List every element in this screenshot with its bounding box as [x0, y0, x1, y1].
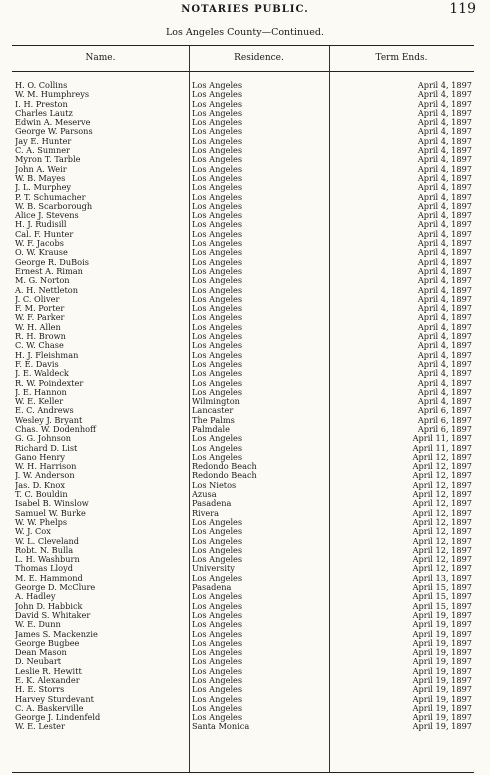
cell-residence: Redondo Beach [192, 471, 257, 481]
cell-term-ends: April 19, 1897 [412, 685, 472, 695]
cell-term-ends: April 11, 1897 [412, 443, 472, 453]
cell-term-ends: April 4, 1897 [417, 285, 472, 295]
cell-name: H. J. Rudisill [15, 220, 67, 230]
column-header-term: Term Ends. [375, 53, 428, 63]
table-row [12, 444, 474, 453]
table-row [12, 527, 474, 536]
cell-term-ends: April 4, 1897 [417, 118, 472, 128]
table-row [12, 630, 474, 639]
table-row [12, 676, 474, 685]
cell-name: James S. Mackenzie [15, 629, 98, 639]
table-row [12, 602, 474, 611]
cell-name: M. E. Hammond [15, 573, 83, 583]
cell-name: J. C. Oliver [15, 294, 60, 304]
table-row [12, 332, 474, 341]
cell-name: H. J. Fleishman [15, 350, 79, 360]
cell-residence: Los Angeles [192, 248, 243, 258]
cell-term-ends: April 4, 1897 [417, 99, 472, 109]
cell-name: J. E. Hannon [15, 387, 67, 397]
cell-name: J. W. Anderson [15, 471, 75, 481]
cell-term-ends: April 6, 1897 [417, 415, 472, 425]
cell-term-ends: April 19, 1897 [412, 610, 472, 620]
table-row [12, 453, 474, 462]
cell-name: W. H. Harrison [15, 462, 77, 472]
page-title: NOTARIES PUBLIC. [181, 4, 309, 15]
table-row [12, 611, 474, 620]
cell-term-ends: April 4, 1897 [417, 108, 472, 118]
table-row [12, 109, 474, 118]
table-row [12, 137, 474, 146]
cell-term-ends: April 4, 1897 [417, 229, 472, 239]
cell-name: J. L. Murphey [15, 183, 72, 193]
table-row [12, 537, 474, 546]
cell-term-ends: April 12, 1897 [412, 527, 472, 537]
table-row [12, 230, 474, 239]
table-row [12, 667, 474, 676]
cell-term-ends: April 4, 1897 [417, 146, 472, 156]
table-row [12, 379, 474, 388]
table-row [12, 462, 474, 471]
table-row [12, 574, 474, 583]
cell-name: W. W. Phelps [15, 517, 68, 527]
column-header-residence: Residence. [234, 53, 284, 63]
cell-term-ends: April 19, 1897 [412, 657, 472, 667]
cell-name: Cal. F. Hunter [15, 229, 74, 239]
table-body [12, 81, 474, 732]
cell-residence: Santa Monica [192, 722, 250, 732]
cell-name: R. H. Brown [15, 332, 66, 342]
table-row [12, 685, 474, 694]
cell-term-ends: April 12, 1897 [412, 536, 472, 546]
table-row [12, 434, 474, 443]
cell-name: H. E. Storrs [15, 685, 65, 695]
cell-residence: Pasadena [192, 583, 232, 593]
cell-name: Gano Henry [15, 452, 66, 462]
cell-residence: Los Angeles [192, 276, 243, 286]
cell-term-ends: April 4, 1897 [417, 397, 472, 407]
cell-name: J. E. Waldeck [15, 369, 69, 379]
cell-residence: Los Angeles [192, 127, 243, 137]
table-row [12, 211, 474, 220]
cell-residence: Los Angeles [192, 341, 243, 351]
cell-name: W. E. Dunn [15, 620, 61, 630]
cell-residence: Los Angeles [192, 369, 243, 379]
cell-residence: Los Angeles [192, 155, 243, 165]
column-header-name: Name. [85, 53, 116, 63]
cell-residence: Los Angeles [192, 313, 243, 323]
table-row [12, 490, 474, 499]
cell-residence: Los Angeles [192, 387, 243, 397]
cell-name: Jas. D. Knox [15, 480, 65, 490]
table-row [12, 471, 474, 480]
cell-residence: Los Angeles [192, 378, 243, 388]
cell-residence: The Palms [192, 415, 235, 425]
cell-residence: Los Angeles [192, 573, 243, 583]
cell-name: Leslie R. Hewitt [15, 666, 82, 676]
cell-residence: Los Angeles [192, 452, 243, 462]
table-row [12, 239, 474, 248]
cell-name: Samuel W. Burke [15, 508, 86, 518]
table-row [12, 704, 474, 713]
table-row [12, 267, 474, 276]
cell-residence: Los Angeles [192, 99, 243, 109]
cell-name: Isabel B. Winslow [15, 499, 89, 509]
cell-term-ends: April 19, 1897 [412, 703, 472, 713]
cell-name: W. L. Cleveland [15, 536, 80, 546]
table-row [12, 90, 474, 99]
cell-residence: Los Angeles [192, 527, 243, 537]
cell-name: H. O. Collins [15, 81, 68, 90]
cell-residence: Los Angeles [192, 322, 243, 332]
cell-name: George D. McClure [15, 583, 96, 593]
cell-name: Chas. W. Dodenhoff [15, 424, 96, 434]
table-row [12, 499, 474, 508]
cell-residence: Los Angeles [192, 304, 243, 314]
cell-term-ends: April 19, 1897 [412, 694, 472, 704]
cell-residence: Los Angeles [192, 201, 243, 211]
cell-residence: Los Angeles [192, 443, 243, 453]
cell-name: W. H. Allen [15, 322, 61, 332]
cell-term-ends: April 19, 1897 [412, 620, 472, 630]
cell-name: Myron T. Tarble [15, 155, 81, 165]
cell-name: W. B. Mayes [15, 173, 66, 183]
cell-name: M. G. Norton [15, 276, 70, 286]
cell-name: Ernest A. Riman [15, 266, 83, 276]
cell-term-ends: April 12, 1897 [412, 517, 472, 527]
table-row [12, 546, 474, 555]
table-row [12, 481, 474, 490]
cell-name: Alice J. Stevens [15, 211, 79, 221]
table-row [12, 360, 474, 369]
cell-residence: Los Angeles [192, 434, 243, 444]
cell-term-ends: April 4, 1897 [417, 266, 472, 276]
cell-term-ends: April 4, 1897 [417, 304, 472, 314]
cell-term-ends: April 19, 1897 [412, 638, 472, 648]
cell-term-ends: April 4, 1897 [417, 369, 472, 379]
cell-term-ends: April 4, 1897 [417, 127, 472, 137]
cell-term-ends: April 4, 1897 [417, 322, 472, 332]
cell-name: W. F. Jacobs [15, 239, 64, 249]
table-row [12, 341, 474, 350]
cell-name: T. C. Bouldin [15, 490, 68, 500]
table-row [12, 564, 474, 573]
notaries-table [12, 45, 474, 773]
cell-term-ends: April 12, 1897 [412, 490, 472, 500]
cell-term-ends: April 4, 1897 [417, 90, 472, 100]
cell-residence: Los Angeles [192, 266, 243, 276]
table-row [12, 155, 474, 164]
table-row [12, 313, 474, 322]
cell-term-ends: April 12, 1897 [412, 499, 472, 509]
cell-term-ends: April 12, 1897 [412, 480, 472, 490]
cell-name: F. M. Porter [15, 304, 65, 314]
cell-name: W. J. Cox [15, 527, 51, 537]
cell-term-ends: April 15, 1897 [412, 592, 472, 602]
cell-term-ends: April 12, 1897 [412, 564, 472, 574]
cell-residence: Los Angeles [192, 601, 243, 611]
cell-residence: Los Angeles [192, 359, 243, 369]
table-row [12, 183, 474, 192]
table-row [12, 713, 474, 722]
cell-name: George R. DuBois [15, 257, 89, 267]
table-row [12, 351, 474, 360]
cell-residence: Los Angeles [192, 713, 243, 723]
table-row [12, 220, 474, 229]
cell-residence: Los Angeles [192, 676, 243, 685]
cell-residence: Los Nietos [192, 480, 237, 490]
cell-residence: University [192, 564, 235, 574]
table-row [12, 509, 474, 518]
cell-name: G. G. Johnson [15, 434, 72, 444]
cell-residence: Los Angeles [192, 136, 243, 146]
table-row [12, 276, 474, 285]
cell-term-ends: April 4, 1897 [417, 350, 472, 360]
cell-residence: Los Angeles [192, 332, 243, 342]
cell-term-ends: April 4, 1897 [417, 201, 472, 211]
cell-name: Thomas Lloyd [15, 564, 73, 574]
cell-term-ends: April 4, 1897 [417, 294, 472, 304]
cell-residence: Los Angeles [192, 350, 243, 360]
cell-term-ends: April 4, 1897 [417, 276, 472, 286]
table-row [12, 406, 474, 415]
cell-term-ends: April 12, 1897 [412, 545, 472, 555]
cell-name: E. C. Andrews [15, 406, 74, 416]
cell-residence: Los Angeles [192, 648, 243, 658]
cell-residence: Los Angeles [192, 164, 243, 174]
cell-residence: Los Angeles [192, 229, 243, 239]
cell-name: Jay E. Hunter [15, 136, 72, 146]
cell-residence: Los Angeles [192, 81, 243, 90]
cell-term-ends: April 12, 1897 [412, 555, 472, 565]
cell-term-ends: April 4, 1897 [417, 155, 472, 165]
cell-name: D. Neubart [15, 657, 62, 667]
cell-name: W. E. Keller [15, 397, 64, 407]
cell-term-ends: April 4, 1897 [417, 220, 472, 230]
cell-name: I. H. Preston [15, 99, 68, 109]
cell-name: W. M. Humphreys [15, 90, 90, 100]
table-row [12, 165, 474, 174]
cell-term-ends: April 11, 1897 [412, 434, 472, 444]
cell-residence: Los Angeles [192, 555, 243, 565]
cell-name: George W. Parsons [15, 127, 93, 137]
cell-term-ends: April 19, 1897 [412, 676, 472, 685]
page-header [0, 0, 490, 24]
cell-term-ends: April 4, 1897 [417, 378, 472, 388]
table-row [12, 295, 474, 304]
table-row [12, 258, 474, 267]
cell-term-ends: April 12, 1897 [412, 508, 472, 518]
cell-name: John D. Habbick [15, 601, 83, 611]
cell-residence: Rivera [192, 508, 220, 518]
table-row [12, 202, 474, 211]
cell-residence: Palmdale [192, 424, 230, 434]
cell-residence: Los Angeles [192, 108, 243, 118]
cell-residence: Los Angeles [192, 183, 243, 193]
table-row [12, 248, 474, 257]
cell-residence: Los Angeles [192, 192, 243, 202]
table-header [12, 46, 474, 72]
cell-residence: Los Angeles [192, 610, 243, 620]
cell-name: W. B. Scarborough [15, 201, 93, 211]
cell-term-ends: April 4, 1897 [417, 239, 472, 249]
table-row [12, 304, 474, 313]
cell-residence: Los Angeles [192, 294, 243, 304]
cell-name: Edwin A. Meserve [15, 118, 91, 128]
cell-term-ends: April 13, 1897 [412, 573, 472, 583]
table-row [12, 127, 474, 136]
cell-residence: Los Angeles [192, 146, 243, 156]
table-row [12, 388, 474, 397]
table-row [12, 416, 474, 425]
cell-residence: Lancaster [192, 406, 234, 416]
cell-term-ends: April 4, 1897 [417, 211, 472, 221]
cell-term-ends: April 4, 1897 [417, 313, 472, 323]
cell-name: Harvey Sturdevant [15, 694, 94, 704]
cell-residence: Los Angeles [192, 592, 243, 602]
table-row [12, 286, 474, 295]
page-number: 119 [449, 1, 476, 17]
cell-residence: Los Angeles [192, 666, 243, 676]
table-row [12, 193, 474, 202]
cell-term-ends: April 4, 1897 [417, 81, 472, 90]
table-row [12, 81, 474, 90]
table-row [12, 174, 474, 183]
cell-residence: Los Angeles [192, 118, 243, 128]
cell-term-ends: April 4, 1897 [417, 183, 472, 193]
cell-residence: Redondo Beach [192, 462, 257, 472]
cell-residence: Los Angeles [192, 629, 243, 639]
cell-residence: Los Angeles [192, 173, 243, 183]
cell-term-ends: April 12, 1897 [412, 471, 472, 481]
table-row [12, 518, 474, 527]
cell-name: W. F. Parker [15, 313, 65, 323]
cell-residence: Los Angeles [192, 545, 243, 555]
cell-residence: Los Angeles [192, 536, 243, 546]
table-row [12, 118, 474, 127]
cell-residence: Los Angeles [192, 703, 243, 713]
section-subtitle: Los Angeles County—Continued. [166, 27, 324, 38]
table-row [12, 620, 474, 629]
table-row [12, 639, 474, 648]
cell-name: Charles Lautz [15, 108, 73, 118]
cell-name: C. A. Sumner [15, 146, 70, 156]
cell-residence: Wilmington [192, 397, 240, 407]
cell-term-ends: April 19, 1897 [412, 629, 472, 639]
cell-term-ends: April 19, 1897 [412, 713, 472, 723]
cell-term-ends: April 12, 1897 [412, 462, 472, 472]
cell-residence: Los Angeles [192, 694, 243, 704]
cell-name: W. E. Lester [15, 722, 65, 732]
cell-residence: Los Angeles [192, 211, 243, 221]
table-row [12, 648, 474, 657]
table-row [12, 583, 474, 592]
cell-term-ends: April 19, 1897 [412, 648, 472, 658]
cell-term-ends: April 4, 1897 [417, 192, 472, 202]
cell-term-ends: April 4, 1897 [417, 257, 472, 267]
table-row [12, 592, 474, 601]
cell-name: L. H. Washburn [15, 555, 80, 565]
cell-term-ends: April 4, 1897 [417, 387, 472, 397]
cell-residence: Los Angeles [192, 620, 243, 630]
table-row [12, 425, 474, 434]
cell-term-ends: April 6, 1897 [417, 406, 472, 416]
table-row [12, 100, 474, 109]
cell-residence: Los Angeles [192, 90, 243, 100]
cell-residence: Los Angeles [192, 285, 243, 295]
cell-residence: Los Angeles [192, 517, 243, 527]
cell-name: David S. Whitaker [15, 610, 91, 620]
cell-name: E. K. Alexander [15, 676, 80, 685]
cell-name: George Bugbee [15, 638, 80, 648]
cell-residence: Los Angeles [192, 638, 243, 648]
cell-residence: Los Angeles [192, 220, 243, 230]
cell-name: John A. Weir [15, 164, 67, 174]
table-row [12, 146, 474, 155]
cell-residence: Pasadena [192, 499, 232, 509]
cell-name: Dean Mason [15, 648, 67, 658]
cell-name: R. W. Poindexter [15, 378, 84, 388]
cell-name: George J. Lindenfeld [15, 713, 101, 723]
table-row [12, 397, 474, 406]
cell-term-ends: April 4, 1897 [417, 173, 472, 183]
table-row [12, 722, 474, 731]
cell-name: A. Hadley [15, 592, 56, 602]
cell-term-ends: April 4, 1897 [417, 359, 472, 369]
cell-residence: Los Angeles [192, 239, 243, 249]
cell-residence: Los Angeles [192, 657, 243, 667]
cell-name: O. W. Krause [15, 248, 68, 258]
cell-name: Robt. N. Bulla [15, 545, 74, 555]
cell-name: A. H. Nettleton [15, 285, 79, 295]
cell-term-ends: April 4, 1897 [417, 341, 472, 351]
cell-term-ends: April 4, 1897 [417, 248, 472, 258]
cell-term-ends: April 19, 1897 [412, 666, 472, 676]
cell-term-ends: April 15, 1897 [412, 583, 472, 593]
cell-name: Richard D. List [15, 443, 78, 453]
table-row [12, 323, 474, 332]
cell-term-ends: April 15, 1897 [412, 601, 472, 611]
cell-name: Wesley J. Bryant [15, 415, 83, 425]
cell-name: P. T. Schumacher [15, 192, 86, 202]
cell-name: C. A. Baskerville [15, 703, 84, 713]
cell-term-ends: April 4, 1897 [417, 136, 472, 146]
cell-term-ends: April 4, 1897 [417, 164, 472, 174]
cell-term-ends: April 6, 1897 [417, 424, 472, 434]
table-row [12, 657, 474, 666]
cell-residence: Los Angeles [192, 685, 243, 695]
cell-term-ends: April 4, 1897 [417, 332, 472, 342]
table-row [12, 555, 474, 564]
cell-residence: Azusa [192, 490, 217, 500]
table-row [12, 369, 474, 378]
cell-term-ends: April 19, 1897 [412, 722, 472, 732]
table-row [12, 695, 474, 704]
cell-name: C. W. Chase [15, 341, 64, 351]
cell-name: F. E. Davis [15, 359, 59, 369]
cell-term-ends: April 12, 1897 [412, 452, 472, 462]
cell-residence: Los Angeles [192, 257, 243, 267]
